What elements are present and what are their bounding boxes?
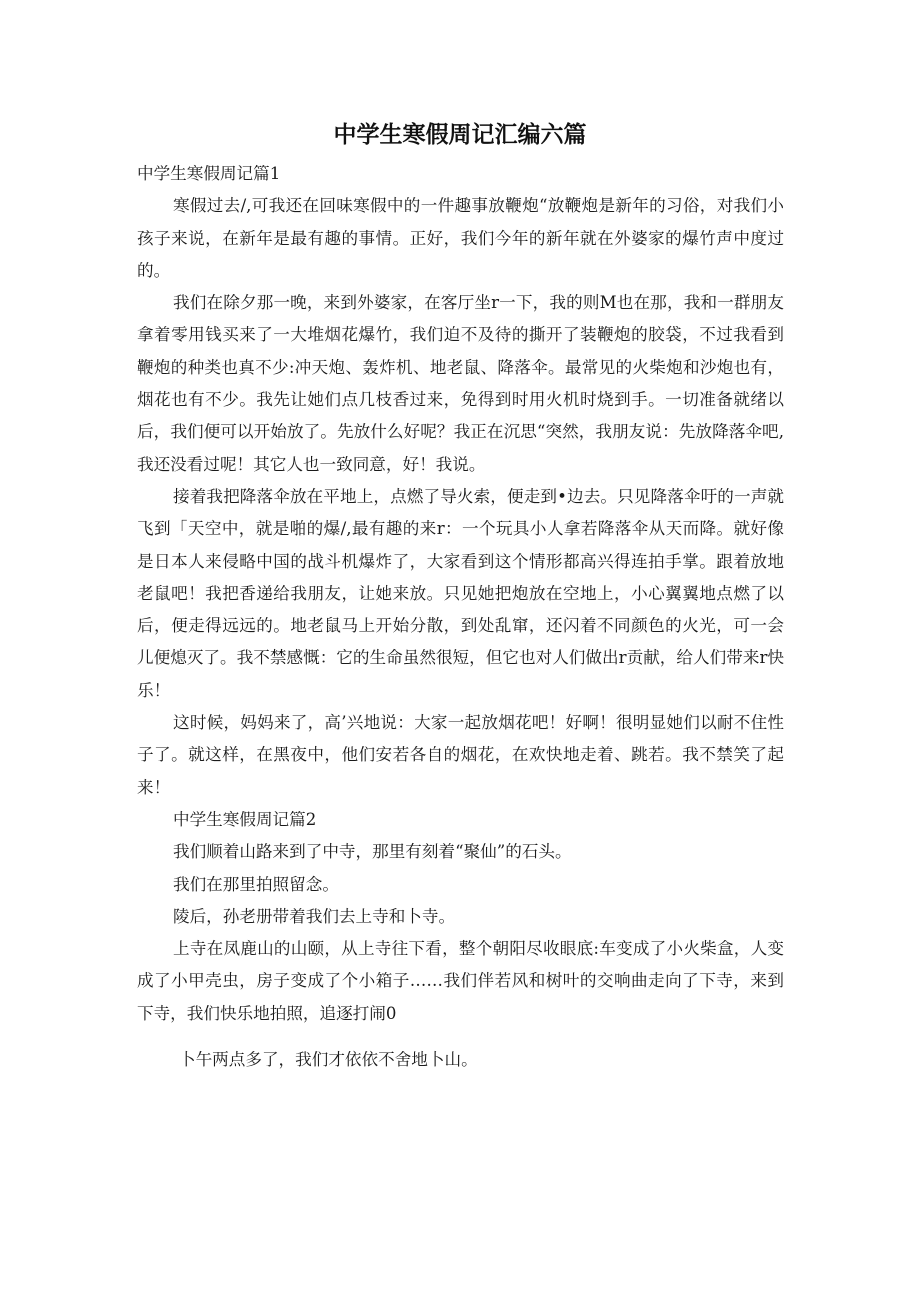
paragraph: 这时候，妈妈来了，高’兴地说：大家一起放烟花吧！好啊！很明显她们以耐不住性子了。就这样，在黑夜中，他们安若各自的烟花，在欢快地走着、跳若。我不禁笑了起来！ bbox=[137, 713, 784, 797]
paragraph: 我们在除夕那一晚，来到外婆家，在客厅坐r一下，我的则M也在那，我和一群朋友拿着零用钱买来了一大堆烟花爆竹，我们迫不及待的撕开了装鞭炮的胶袋，不过我看到鞭炮的种类也真不少:冲天炮、轰炸机、地老鼠、降落伞。最常见的火柴炮和沙炮也有，烟花也有不少。我先让她们点几枝香过来，免得到时用火机时烧到手。一切准备就绪以后，我们便可以开始放了。先放什么好呢？我正在沉思“突然，我朋友说：先放降落伞吧,我还没看过呢！其它人也一致同意，好！我说。 bbox=[137, 293, 784, 474]
paragraph: 上寺在凤鹿山的山颐，从上寺往下看，整个朝阳尽收眼底:车变成了小火柴盒，人变成了小甲壳虫，房子变成了个小箱子……我们伴若风和树叶的交响曲走向了下寺，来到下寺，我们快乐地拍照，追逐打闹0 bbox=[137, 939, 784, 1023]
document-body bbox=[137, 158, 784, 1076]
paragraph-last: 卜午两点多了，我们才依依不舍地卜山。 bbox=[179, 1050, 478, 1070]
paragraph: 接着我把降落伞放在平地上，点燃了导火索，便走到•边去。只见降落伞吁的一声就飞到「天空中，就是啪的爆/,最有趣的来r：一个玩具小人拿若降落伞从天而降。就好像是日本人来侵略中国的战斗机爆炸了，大家看到这个情形都高兴得连拍手掌。跟着放地老鼠吧！我把香递给我朋友，让她来放。只见她把炮放在空地上，小心翼翼地点燃了以后，便走得远远的。地老鼠马上开始分散，到处乱窜，还闪着不同颜色的火光，可一会儿便熄灭了。我不禁感慨：它的生命虽然很短，但它也对人们做出r贡献，给人们带来r快乐！ bbox=[137, 486, 784, 700]
paragraph: 寒假过去/,可我还在回味寒假中的一件趣事放鞭炮“放鞭炮是新年的习俗，对我们小孩子来说，在新年是最有趣的事情。正好，我们今年的新年就在外婆家的爆竹声中度过的。 bbox=[137, 196, 784, 280]
document-title: 中学生寒假周记汇编六篇 bbox=[333, 122, 587, 148]
section-heading-1: 中学生寒假周记篇1 bbox=[137, 164, 281, 183]
paragraph: 我们在那里拍照留念。 bbox=[173, 874, 339, 894]
paragraph: 我们顺着山路来到了中寺，那里有刻着“聚仙”的石头。 bbox=[173, 842, 572, 862]
paragraph: 陵后，孙老册带着我们去上寺和卜寺。 bbox=[173, 906, 456, 926]
section-heading-2: 中学生寒假周记篇2 bbox=[173, 809, 317, 829]
